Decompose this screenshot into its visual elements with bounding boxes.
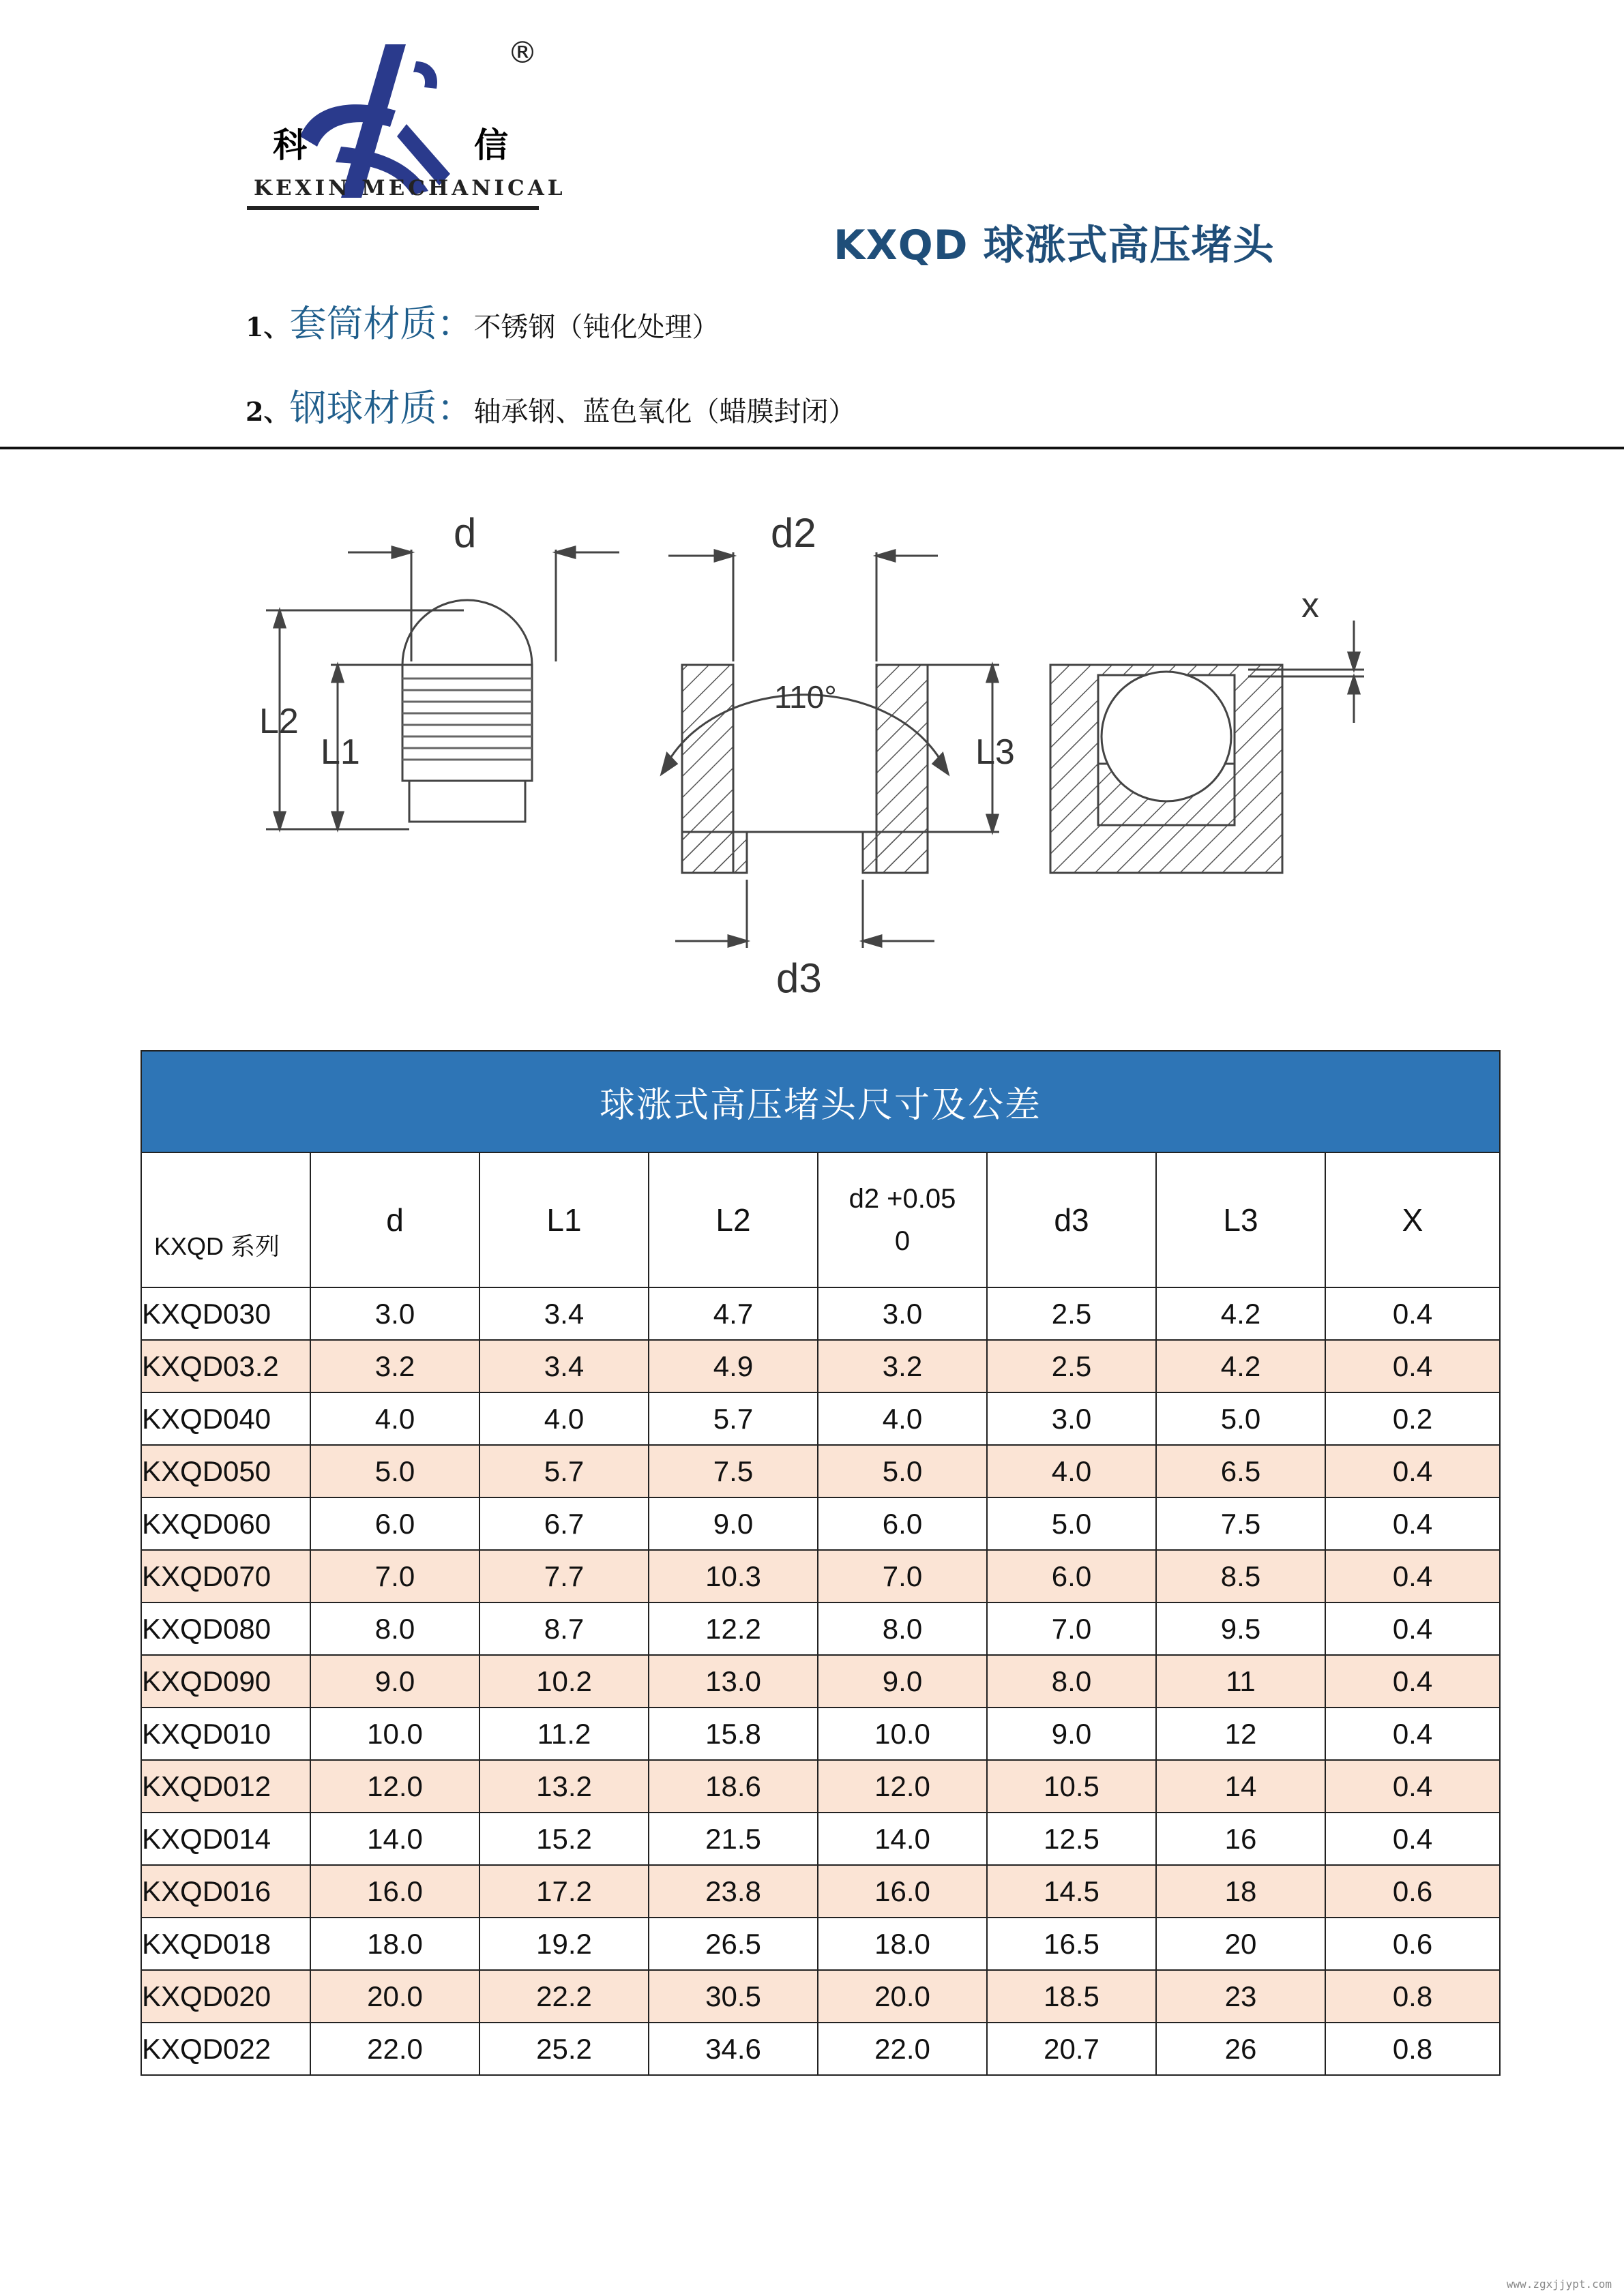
table-row (141, 1392, 1500, 1445)
value-cell: 9.0 (987, 1708, 1156, 1760)
value-cell: 0.4 (1325, 1287, 1500, 1340)
table-header-row (141, 1152, 1500, 1287)
value-cell: 14 (1156, 1760, 1325, 1813)
value-cell: 8.0 (818, 1602, 987, 1655)
value-cell: 10.3 (649, 1550, 818, 1602)
value-cell: 10.5 (987, 1760, 1156, 1813)
value-cell: 4.7 (649, 1287, 818, 1340)
header-L2: L2 (649, 1152, 818, 1287)
header-L1: L1 (479, 1152, 649, 1287)
value-cell: 11 (1156, 1655, 1325, 1708)
technical-drawing (246, 491, 1391, 1016)
value-cell: 4.9 (649, 1340, 818, 1392)
value-cell: 6.7 (479, 1497, 649, 1550)
value-cell: 12.0 (310, 1760, 479, 1813)
value-cell: 7.0 (818, 1550, 987, 1602)
spec-value: 轴承钢、蓝色氧化（蜡膜封闭） (473, 396, 856, 428)
value-cell: 9.0 (310, 1655, 479, 1708)
spec-value: 不锈钢（钝化处理） (473, 312, 720, 343)
label-L3: L3 (975, 732, 1015, 772)
value-cell: 0.2 (1325, 1392, 1500, 1445)
label-x: x (1301, 586, 1319, 625)
value-cell: 4.2 (1156, 1340, 1325, 1392)
value-cell: 3.0 (310, 1287, 479, 1340)
value-cell: 6.0 (987, 1550, 1156, 1602)
value-cell: 20.7 (987, 2023, 1156, 2075)
value-cell: 0.4 (1325, 1550, 1500, 1602)
table-row (141, 1497, 1500, 1550)
value-cell: 2.5 (987, 1287, 1156, 1340)
value-cell: 18.6 (649, 1760, 818, 1813)
value-cell: 14.0 (310, 1813, 479, 1865)
table-row (141, 1918, 1500, 1970)
value-cell: 13.0 (649, 1655, 818, 1708)
value-cell: 25.2 (479, 2023, 649, 2075)
value-cell: 22.0 (818, 2023, 987, 2075)
value-cell: 23 (1156, 1970, 1325, 2023)
value-cell: 20.0 (310, 1970, 479, 2023)
value-cell: 7.0 (987, 1602, 1156, 1655)
value-cell: 6.0 (310, 1497, 479, 1550)
value-cell: 6.0 (818, 1497, 987, 1550)
logo-company-en: KEXIN MECHANICAL (254, 176, 566, 200)
table-row (141, 1655, 1500, 1708)
value-cell: 5.7 (479, 1445, 649, 1497)
installed-view (1050, 621, 1364, 873)
header-d3: d3 (987, 1152, 1156, 1287)
spec-line-1 (246, 295, 719, 347)
value-cell: 0.4 (1325, 1760, 1500, 1813)
model-cell: KXQD070 (141, 1550, 310, 1602)
value-cell: 19.2 (479, 1918, 649, 1970)
logo-char-left: 科 (273, 125, 307, 165)
value-cell: 30.5 (649, 1970, 818, 2023)
model-cell: KXQD030 (141, 1287, 310, 1340)
table-row (141, 1340, 1500, 1392)
model-cell: KXQD022 (141, 2023, 310, 2075)
value-cell: 0.6 (1325, 1865, 1500, 1918)
horizontal-rule (0, 447, 1624, 449)
label-L1: L1 (321, 732, 360, 772)
value-cell: 4.0 (310, 1392, 479, 1445)
value-cell: 4.0 (479, 1392, 649, 1445)
registered-mark: ® (507, 35, 537, 70)
value-cell: 14.0 (818, 1813, 987, 1865)
value-cell: 4.0 (987, 1445, 1156, 1497)
header-d: d (310, 1152, 479, 1287)
page-title: KXQD 球涨式高压堵头 (833, 222, 1275, 269)
model-cell: KXQD040 (141, 1392, 310, 1445)
value-cell: 17.2 (479, 1865, 649, 1918)
value-cell: 3.4 (479, 1287, 649, 1340)
table-row (141, 1813, 1500, 1865)
value-cell: 23.8 (649, 1865, 818, 1918)
value-cell: 16.5 (987, 1918, 1156, 1970)
value-cell: 3.4 (479, 1340, 649, 1392)
value-cell: 8.7 (479, 1602, 649, 1655)
value-cell: 9.5 (1156, 1602, 1325, 1655)
value-cell: 18 (1156, 1865, 1325, 1918)
value-cell: 5.0 (818, 1445, 987, 1497)
value-cell: 22.2 (479, 1970, 649, 2023)
table-row (141, 1550, 1500, 1602)
header-X: X (1325, 1152, 1500, 1287)
value-cell: 0.4 (1325, 1813, 1500, 1865)
value-cell: 10.0 (310, 1708, 479, 1760)
plug-view (266, 547, 619, 829)
value-cell: 0.4 (1325, 1655, 1500, 1708)
value-cell: 16 (1156, 1813, 1325, 1865)
spec-line-2 (246, 379, 855, 432)
label-d: d (454, 510, 477, 556)
table-row (141, 1865, 1500, 1918)
value-cell: 7.0 (310, 1550, 479, 1602)
value-cell: 10.2 (479, 1655, 649, 1708)
value-cell: 3.2 (310, 1340, 479, 1392)
value-cell: 0.4 (1325, 1497, 1500, 1550)
value-cell: 5.0 (310, 1445, 479, 1497)
value-cell: 8.5 (1156, 1550, 1325, 1602)
value-cell: 18.0 (818, 1918, 987, 1970)
spec-label: 钢球材质： (289, 387, 474, 430)
dimension-table (141, 1050, 1501, 2076)
spec-label: 套筒材质： (289, 302, 474, 345)
table-row (141, 1445, 1500, 1497)
value-cell: 10.0 (818, 1708, 987, 1760)
value-cell: 3.0 (987, 1392, 1156, 1445)
model-cell: KXQD090 (141, 1655, 310, 1708)
model-cell: KXQD016 (141, 1865, 310, 1918)
table-row (141, 1708, 1500, 1760)
header-d2-line1: d2 +0.05 (848, 1184, 956, 1214)
value-cell: 0.6 (1325, 1918, 1500, 1970)
label-L2: L2 (259, 702, 299, 741)
value-cell: 26 (1156, 2023, 1325, 2075)
model-cell: KXQD010 (141, 1708, 310, 1760)
label-d2: d2 (771, 510, 816, 556)
table-row (141, 1760, 1500, 1813)
model-cell: KXQD020 (141, 1970, 310, 2023)
model-cell: KXQD080 (141, 1602, 310, 1655)
value-cell: 7.7 (479, 1550, 649, 1602)
value-cell: 15.2 (479, 1813, 649, 1865)
logo-char-right: 信 (474, 125, 508, 165)
table-row (141, 1970, 1500, 2023)
value-cell: 5.0 (1156, 1392, 1325, 1445)
model-cell: KXQD018 (141, 1918, 310, 1970)
value-cell: 0.4 (1325, 1445, 1500, 1497)
hole-section-view (662, 550, 999, 948)
watermark: www.zgxjjypt.com (1506, 2278, 1612, 2291)
value-cell: 12 (1156, 1708, 1325, 1760)
value-cell: 7.5 (1156, 1497, 1325, 1550)
value-cell: 20 (1156, 1918, 1325, 1970)
value-cell: 13.2 (479, 1760, 649, 1813)
table-title: 球涨式高压堵头尺寸及公差 (141, 1051, 1500, 1152)
value-cell: 5.0 (987, 1497, 1156, 1550)
model-cell: KXQD012 (141, 1760, 310, 1813)
header-d2 (818, 1152, 987, 1287)
value-cell: 4.0 (818, 1392, 987, 1445)
value-cell: 9.0 (649, 1497, 818, 1550)
value-cell: 8.0 (987, 1655, 1156, 1708)
value-cell: 4.2 (1156, 1287, 1325, 1340)
value-cell: 3.2 (818, 1340, 987, 1392)
table-row (141, 1602, 1500, 1655)
value-cell: 0.8 (1325, 1970, 1500, 2023)
value-cell: 7.5 (649, 1445, 818, 1497)
value-cell: 9.0 (818, 1655, 987, 1708)
model-cell: KXQD03.2 (141, 1340, 310, 1392)
table-row (141, 2023, 1500, 2075)
value-cell: 8.0 (310, 1602, 479, 1655)
value-cell: 20.0 (818, 1970, 987, 2023)
header-d2-line2: 0 (894, 1226, 911, 1256)
value-cell: 18.5 (987, 1970, 1156, 2023)
value-cell: 18.0 (310, 1918, 479, 1970)
value-cell: 16.0 (818, 1865, 987, 1918)
label-d3: d3 (776, 955, 822, 1001)
label-angle: 110° (774, 679, 837, 715)
value-cell: 26.5 (649, 1918, 818, 1970)
value-cell: 12.5 (987, 1813, 1156, 1865)
model-cell: KXQD050 (141, 1445, 310, 1497)
value-cell: 14.5 (987, 1865, 1156, 1918)
header-series: KXQD 系列 (141, 1152, 310, 1287)
value-cell: 3.0 (818, 1287, 987, 1340)
value-cell: 0.4 (1325, 1340, 1500, 1392)
value-cell: 22.0 (310, 2023, 479, 2075)
value-cell: 2.5 (987, 1340, 1156, 1392)
table-row (141, 1287, 1500, 1340)
value-cell: 21.5 (649, 1813, 818, 1865)
value-cell: 0.8 (1325, 2023, 1500, 2075)
value-cell: 12.2 (649, 1602, 818, 1655)
value-cell: 12.0 (818, 1760, 987, 1813)
header-L3: L3 (1156, 1152, 1325, 1287)
value-cell: 16.0 (310, 1865, 479, 1918)
model-cell: KXQD014 (141, 1813, 310, 1865)
spec-num: 1、 (246, 312, 290, 342)
value-cell: 11.2 (479, 1708, 649, 1760)
model-cell: KXQD060 (141, 1497, 310, 1550)
value-cell: 0.4 (1325, 1708, 1500, 1760)
value-cell: 34.6 (649, 2023, 818, 2075)
value-cell: 6.5 (1156, 1445, 1325, 1497)
spec-num: 2、 (246, 396, 290, 427)
value-cell: 0.4 (1325, 1602, 1500, 1655)
value-cell: 15.8 (649, 1708, 818, 1760)
value-cell: 5.7 (649, 1392, 818, 1445)
